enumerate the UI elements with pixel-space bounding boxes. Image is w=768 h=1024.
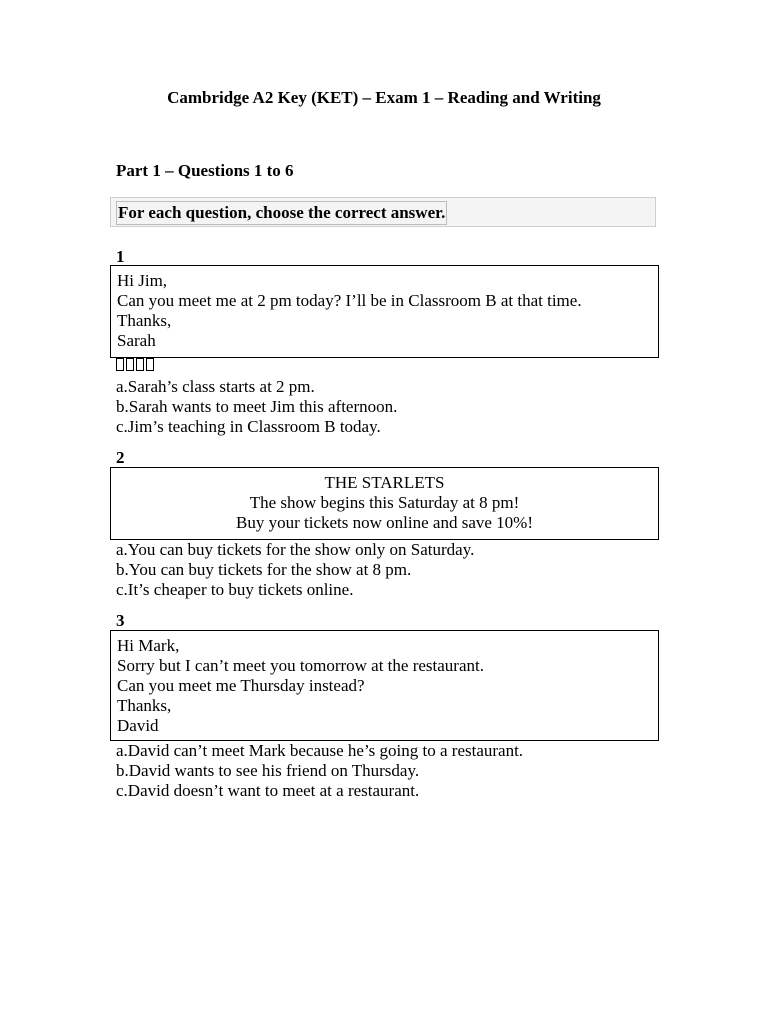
answer-option: a.You can buy tickets for the show only on Saturday. (116, 540, 475, 559)
answer-option: b.You can buy tickets for the show at 8 pm. (116, 560, 412, 579)
message-line: Sorry but I can’t meet you tomorrow at the restaurant. (117, 656, 484, 675)
message-line: Can you meet me at 2 pm today? I’ll be in Classroom B at that time. (117, 291, 582, 310)
question-number: 3 (116, 611, 125, 630)
message-line: Hi Mark, (117, 636, 180, 655)
answer-option: b.David wants to see his friend on Thursday. (116, 761, 420, 780)
message-line: Buy your tickets now online and save 10%! (236, 513, 533, 532)
answer-option: c.It’s cheaper to buy tickets online. (116, 580, 354, 599)
missing-glyphs (116, 358, 154, 371)
message-line: The show begins this Saturday at 8 pm! (249, 493, 520, 512)
answer-options-1 (116, 377, 397, 437)
answer-option: c.David doesn’t want to meet at a restaurant. (116, 781, 420, 800)
answer-options-3 (116, 741, 523, 801)
answer-options-2 (116, 540, 474, 600)
answer-option: b.Sarah wants to meet Jim this afternoon. (116, 397, 398, 416)
message-line: Hi Jim, (117, 271, 168, 290)
part-heading: Part 1 – Questions 1 to 6 (116, 161, 294, 180)
missing-glyph-box (136, 358, 144, 371)
missing-glyph-box (116, 358, 124, 371)
message-line: Thanks, (117, 696, 172, 715)
missing-glyph-box (126, 358, 134, 371)
instruction-text: For each question, choose the correct answer. (116, 201, 447, 225)
message-line: Sarah (117, 331, 156, 350)
missing-glyph-box (146, 358, 154, 371)
message-box-1 (110, 265, 659, 358)
question-number: 1 (116, 247, 125, 266)
document-title: Cambridge A2 Key (KET) – Exam 1 – Reading and Writing (167, 88, 601, 107)
message-box-2 (110, 467, 659, 540)
message-line: Thanks, (117, 311, 172, 330)
message-line: THE STARLETS (324, 473, 445, 492)
instruction-box (110, 197, 656, 227)
message-line: Can you meet me Thursday instead? (117, 676, 365, 695)
answer-option: c.Jim’s teaching in Classroom B today. (116, 417, 381, 436)
answer-option: a.David can’t meet Mark because he’s going to a restaurant. (116, 741, 524, 760)
message-box-3 (110, 630, 659, 741)
message-line: David (117, 716, 159, 735)
question-number: 2 (116, 448, 125, 467)
answer-option: a.Sarah’s class starts at 2 pm. (116, 377, 315, 396)
